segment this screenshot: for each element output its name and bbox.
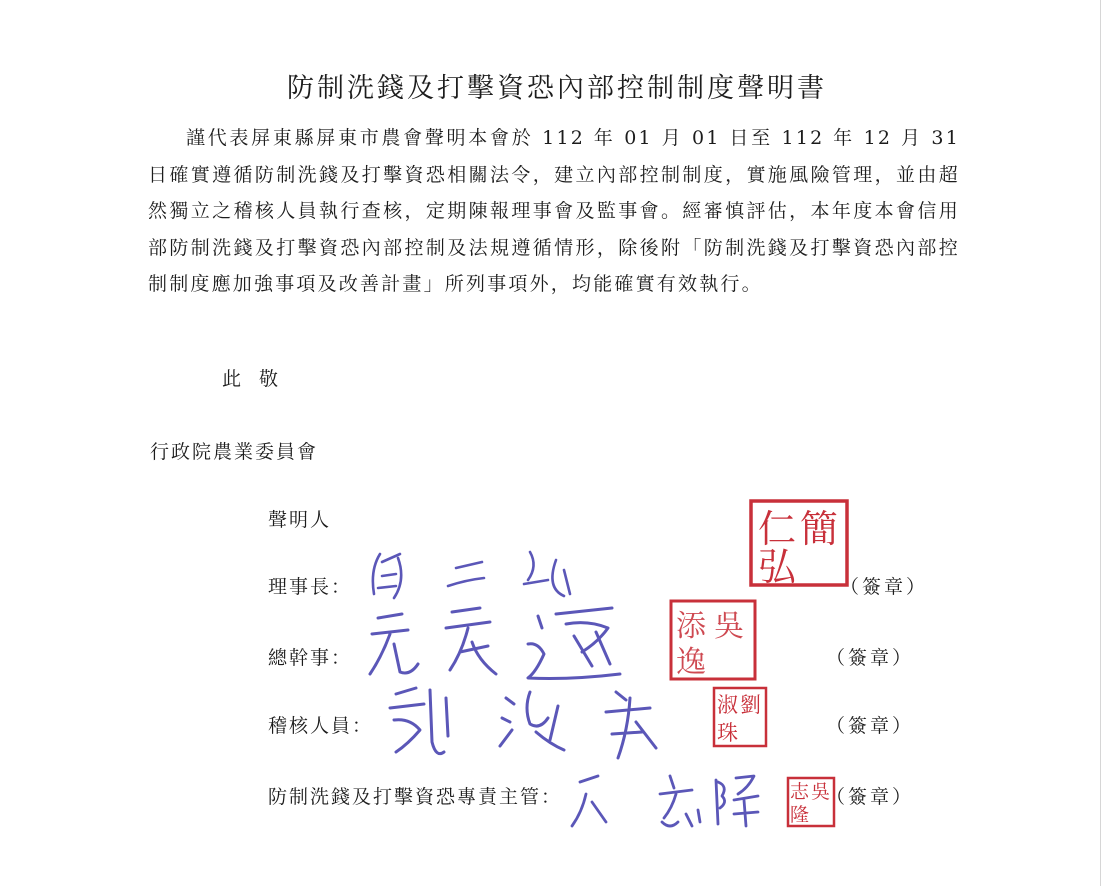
closing-salutation: 此敬 xyxy=(222,368,297,390)
declaration-paragraph: 謹代表屏東縣屏東市農會聲明本會於 112 年 01 月 01 日至 112 年 12 月 31 日確實遵循防制洗錢及打擊資恐相關法令，建立內部控制制度，實施風險管理，並由超然獨立之稽核人員執行查核，定期陳報理事會及監事會。經審慎評估，本年度本會信用部防制洗錢及打擊資恐內部控制及法規遵循情形，除後附「防制洗錢及打擊資恐內部控制制度應加強事項及改善計畫」所列事項外，均能確實有效執行。 xyxy=(148,127,960,295)
scan-edge xyxy=(1100,0,1101,886)
aml-officer-sign-note: （簽章） xyxy=(826,786,915,808)
recipient: 行政院農業委員會 xyxy=(150,441,319,463)
auditor-seal xyxy=(712,686,768,748)
svg-text:簡: 簡 xyxy=(800,507,839,551)
svg-text:仁: 仁 xyxy=(758,507,797,551)
general-manager-sign-note: （簽章） xyxy=(826,647,915,669)
declaration-body xyxy=(148,120,960,303)
auditor-sign-note: （簽章） xyxy=(826,715,915,737)
svg-text:添: 添 xyxy=(676,609,706,644)
svg-text:隆: 隆 xyxy=(790,804,810,826)
chairman-sign-note: （簽章） xyxy=(840,576,929,598)
auditor-label: 稽核人員： xyxy=(268,715,374,737)
svg-text:吳: 吳 xyxy=(714,609,744,644)
general-manager-seal xyxy=(668,598,758,682)
svg-text:淑: 淑 xyxy=(717,693,738,717)
aml-officer-label: 防制洗錢及打擊資恐專責主管： xyxy=(268,786,563,808)
svg-text:劉: 劉 xyxy=(740,693,761,717)
svg-text:珠: 珠 xyxy=(717,721,738,745)
chairman-seal xyxy=(748,498,850,588)
general-manager-label: 總幹事： xyxy=(268,647,353,669)
svg-text:弘: 弘 xyxy=(758,545,797,588)
declarant-label: 聲明人 xyxy=(268,509,332,531)
auditor-signature xyxy=(380,678,670,768)
svg-text:志: 志 xyxy=(790,781,810,803)
document-title: 防制洗錢及打擊資恐內部控制制度聲明書 xyxy=(287,73,827,104)
chairman-label: 理事長： xyxy=(268,576,353,598)
svg-text:吳: 吳 xyxy=(811,781,831,803)
aml-officer-signature xyxy=(566,764,776,836)
svg-text:逸: 逸 xyxy=(676,645,706,680)
